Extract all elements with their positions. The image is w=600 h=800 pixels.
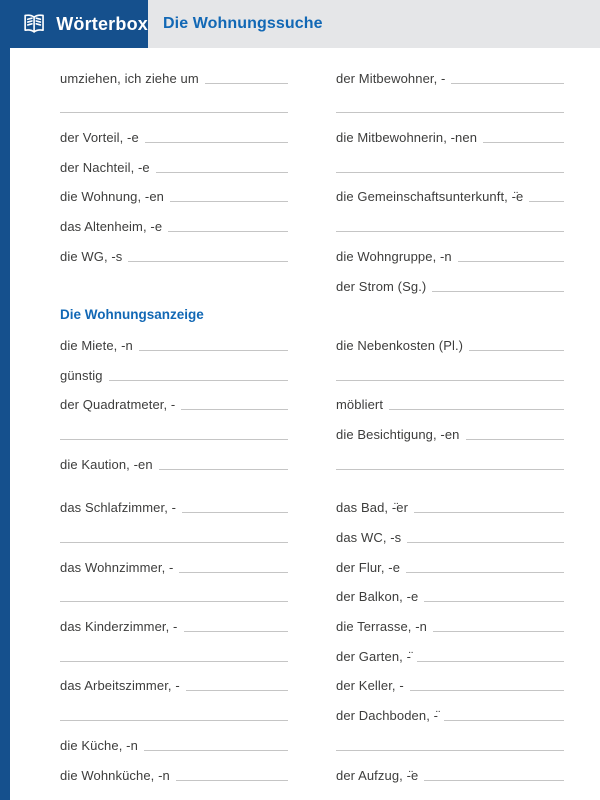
writing-line [109, 380, 288, 381]
vocab-term: der Mitbewohner, - [336, 70, 446, 86]
writing-line [205, 83, 288, 84]
writing-line [466, 439, 564, 440]
blank-line-row [336, 204, 564, 234]
writing-line [417, 661, 564, 662]
vocab-term: der Balkon, -e [336, 589, 419, 605]
blank-line-row [60, 693, 288, 723]
writing-line [145, 142, 288, 143]
writing-line [336, 380, 564, 381]
blank-line-row [336, 353, 564, 383]
blank-line-row [336, 145, 564, 175]
vocab-term: das Arbeitszimmer, - [60, 678, 180, 694]
vocab-row [336, 753, 564, 783]
writing-line [60, 601, 288, 602]
vocab-row [60, 486, 288, 516]
vocab-column-right [336, 56, 564, 783]
vocab-row [336, 604, 564, 634]
vocab-row [336, 486, 564, 516]
brand-title: Wörterbox [56, 13, 148, 34]
writing-line [156, 172, 288, 173]
vocab-row [336, 264, 564, 294]
vocab-row [60, 234, 288, 264]
vocab-row [336, 234, 564, 264]
vocab-term: die Gemeinschaftsunterkunft, -̈e [336, 189, 524, 205]
blank-line-row [60, 515, 288, 545]
vocab-row [336, 634, 564, 664]
writing-line [407, 542, 564, 543]
vocab-term: das Altenheim, -e [60, 219, 163, 235]
vocab-row [60, 383, 288, 413]
vocab-row [336, 175, 564, 205]
vocab-row [60, 323, 288, 353]
writing-line [159, 469, 288, 470]
vocab-row [336, 575, 564, 605]
writing-line [176, 780, 288, 781]
vocab-term: die Mitbewohnerin, -nen [336, 130, 478, 146]
writing-line [336, 231, 564, 232]
writing-line [184, 631, 289, 632]
vocab-row [60, 723, 288, 753]
writing-line [60, 542, 288, 543]
vocab-row [60, 353, 288, 383]
writing-line [60, 720, 288, 721]
blank-line-row [60, 575, 288, 605]
writing-line [432, 291, 564, 292]
writing-line [144, 750, 288, 751]
vocab-term: die Nebenkosten (Pl.) [336, 337, 464, 353]
vocab-row [60, 753, 288, 783]
vocab-term: möbliert [336, 397, 384, 413]
writing-line [60, 661, 288, 662]
vocab-term: der Garten, -̈ [336, 648, 411, 664]
section-gap [336, 472, 564, 486]
writing-line [424, 601, 564, 602]
vocab-row [60, 204, 288, 234]
writing-line [444, 720, 564, 721]
writing-line [60, 439, 288, 440]
section-heading-row [60, 294, 288, 324]
writing-line [182, 512, 288, 513]
writing-line [336, 469, 564, 470]
vocab-row [60, 145, 288, 175]
vocab-row [336, 515, 564, 545]
vocab-term: das WC, -s [336, 530, 402, 545]
writing-line [186, 690, 288, 691]
vocab-row [60, 56, 288, 86]
section-gap [60, 472, 288, 486]
vocab-term: der Nachteil, -e [60, 159, 150, 175]
vocab-term: der Aufzug, -̈e [336, 767, 419, 783]
blank-line-row [60, 634, 288, 664]
vocab-term: der Flur, -e [336, 559, 401, 575]
writing-line [168, 231, 288, 232]
vocab-row [336, 383, 564, 413]
writing-line [170, 201, 288, 202]
vocab-term: der Strom (Sg.) [336, 278, 427, 294]
vocab-term: die WG, -s [60, 248, 123, 264]
vocab-term: das Kinderzimmer, - [60, 619, 178, 635]
writing-line [336, 750, 564, 751]
vocab-term: die Kaution, -en [60, 456, 153, 472]
vocab-term: die Wohnung, -en [60, 189, 164, 205]
vocab-column-left [60, 56, 288, 783]
writing-line [139, 350, 288, 351]
writing-line [406, 572, 564, 573]
section-heading: Die Wohnungsanzeige [60, 307, 204, 323]
empty-row [60, 264, 288, 294]
vocab-row [60, 604, 288, 634]
vocab-term: die Küche, -n [60, 737, 138, 753]
writing-line [181, 409, 288, 410]
writing-line [179, 572, 288, 573]
writing-line [60, 112, 288, 113]
vocab-term: die Besichtigung, -en [336, 426, 460, 442]
writing-line [336, 172, 564, 173]
page-title: Die Wohnungssuche [163, 15, 323, 32]
writing-line [433, 631, 564, 632]
vocab-row [336, 693, 564, 723]
vocab-row [336, 545, 564, 575]
writing-line [128, 261, 288, 262]
vocab-term: das Bad, -̈er [336, 500, 409, 516]
vocab-term: der Quadratmeter, - [60, 397, 176, 413]
writing-line [469, 350, 564, 351]
vocab-row [336, 115, 564, 145]
blank-line-row [336, 723, 564, 753]
writing-line [389, 409, 564, 410]
writing-line [336, 112, 564, 113]
vocab-term: die Wohngruppe, -n [336, 248, 452, 264]
vocab-row [336, 56, 564, 86]
vocab-term: die Miete, -n [60, 337, 133, 353]
vocab-term: die Terrasse, -n [336, 619, 427, 635]
writing-line [424, 780, 564, 781]
vocab-term: das Schlafzimmer, - [60, 500, 177, 516]
writing-line [483, 142, 564, 143]
blank-line-row [336, 442, 564, 472]
vocab-term: günstig [60, 367, 103, 383]
vocab-row [60, 442, 288, 472]
blank-line-row [60, 86, 288, 116]
vocab-row [60, 664, 288, 694]
blank-line-row [336, 86, 564, 116]
writing-line [414, 512, 564, 513]
writing-line [451, 83, 564, 84]
vocab-row [336, 664, 564, 694]
empty-row [336, 294, 564, 324]
vocab-row [336, 412, 564, 442]
vocab-row [60, 545, 288, 575]
blank-line-row [60, 412, 288, 442]
vocab-term: das Wohnzimmer, - [60, 559, 174, 575]
vocab-term: umziehen, ich ziehe um [60, 70, 199, 86]
writing-line [458, 261, 564, 262]
vocab-row [60, 115, 288, 145]
vocab-row [60, 175, 288, 205]
vocab-term: die Wohnküche, -n [60, 767, 170, 783]
writing-line [529, 201, 564, 202]
vocab-term: der Vorteil, -e [60, 130, 139, 146]
vocab-term: der Dachboden, -̈ [336, 708, 439, 724]
writing-line [410, 690, 564, 691]
vocab-term: der Keller, - [336, 678, 404, 694]
vocab-row [336, 323, 564, 353]
